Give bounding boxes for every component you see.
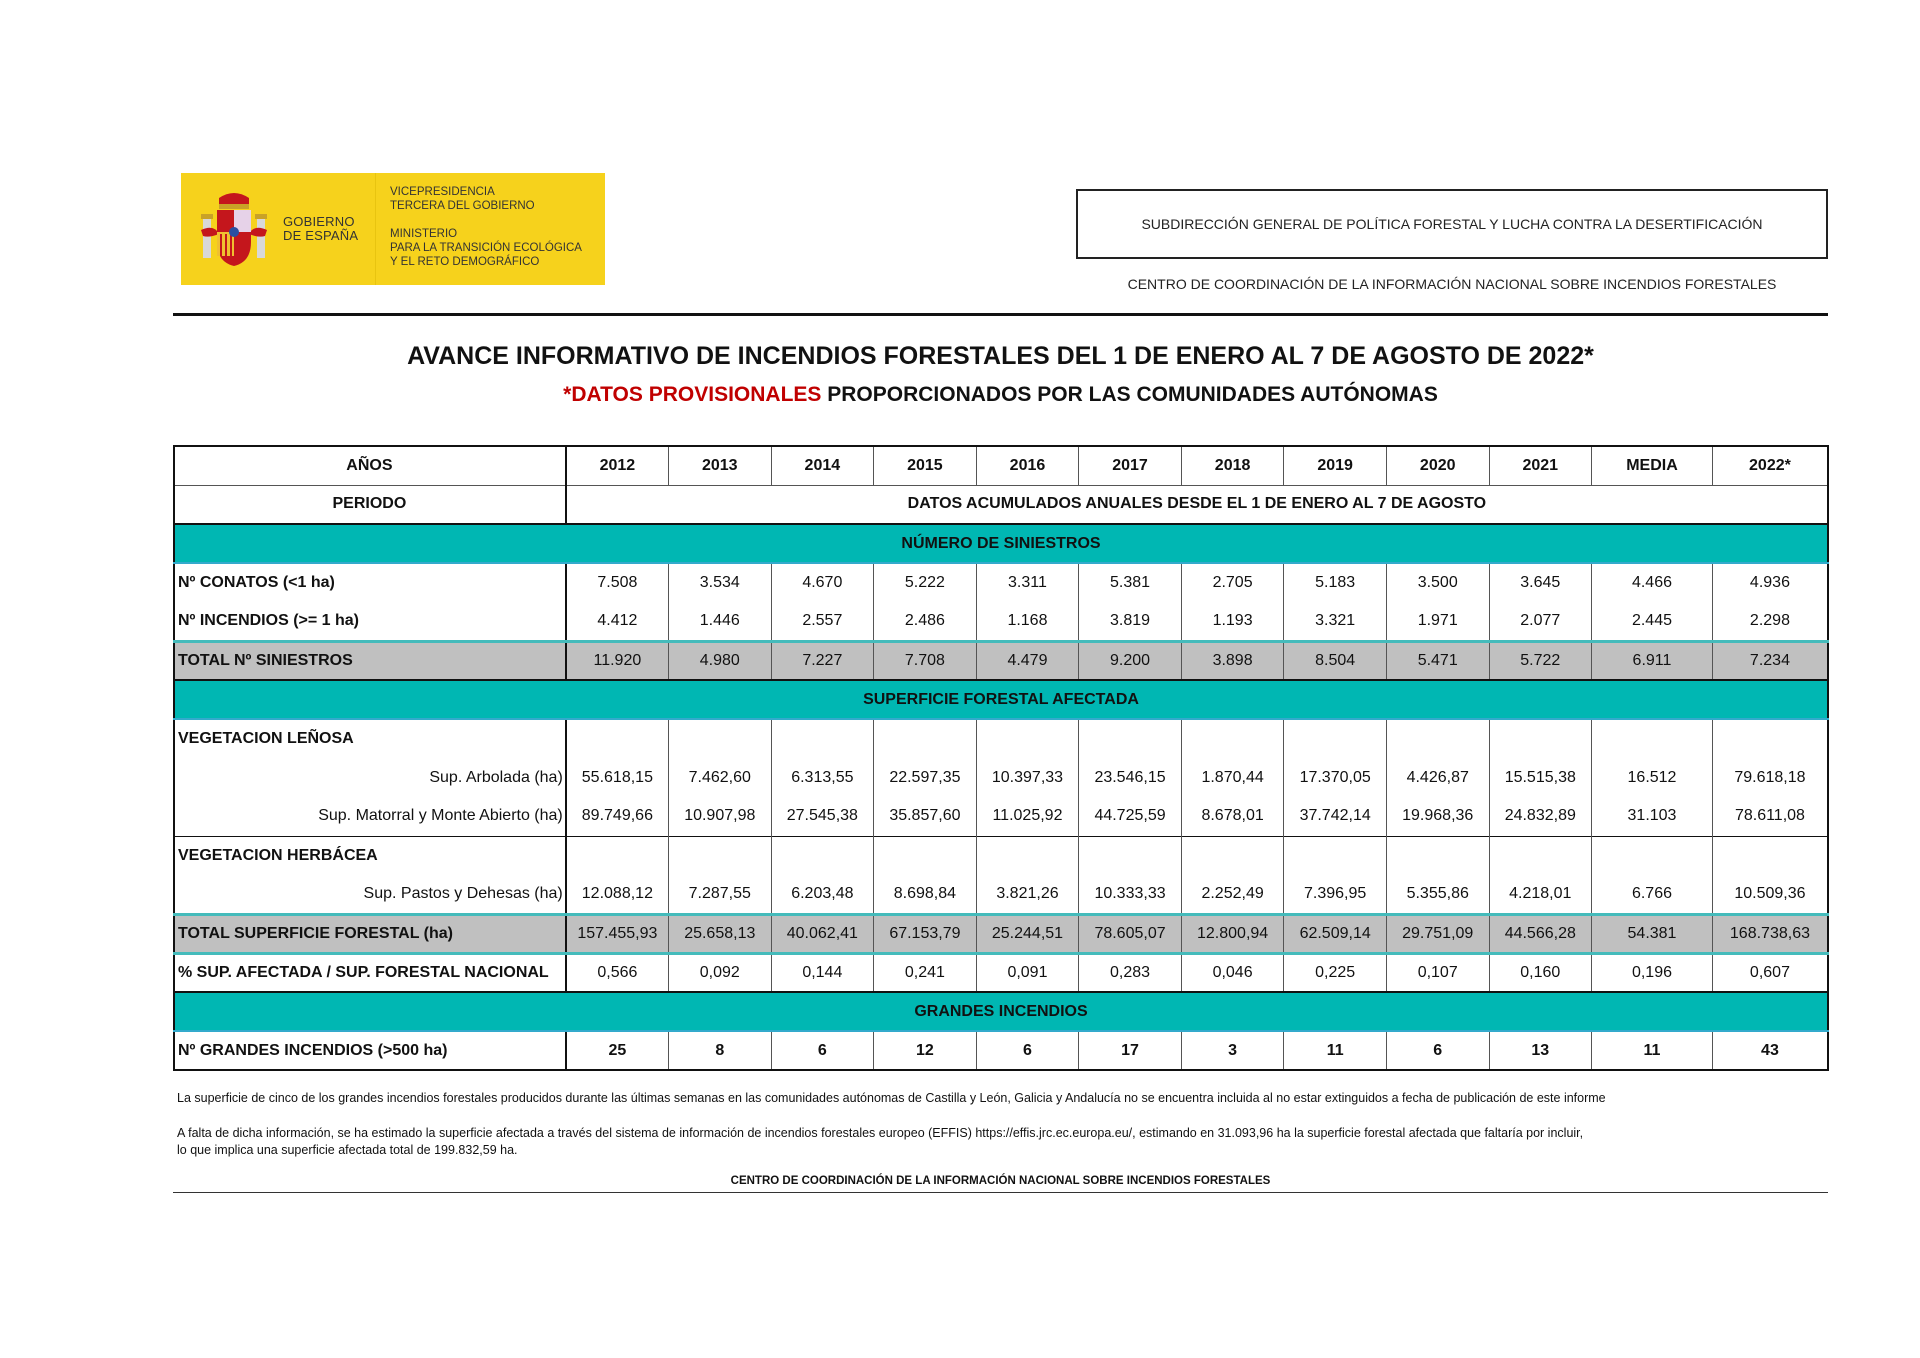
cell: 37.742,14: [1284, 797, 1387, 836]
table-row-conatos: [174, 563, 1828, 602]
cell: 25: [566, 1031, 669, 1070]
subdireccion-box: [1076, 189, 1828, 259]
cell: 89.749,66: [566, 797, 669, 836]
cell: 7.287,55: [669, 875, 772, 914]
cell: 5.381: [1079, 563, 1182, 602]
provisional-label: *DATOS PROVISIONALES: [563, 383, 822, 406]
cell: 8.678,01: [1181, 797, 1284, 836]
cell: 11: [1592, 1031, 1713, 1070]
cell: 44.725,59: [1079, 797, 1182, 836]
cell: 3.321: [1284, 602, 1387, 641]
column-header: 2016: [976, 446, 1079, 485]
cell: 3.898: [1181, 641, 1284, 680]
header-row: [174, 446, 1828, 485]
cell: 9.200: [1079, 641, 1182, 680]
column-header: MEDIA: [1592, 446, 1713, 485]
table-row-veg-lenosa: [174, 719, 1828, 758]
cell: 4.670: [771, 563, 874, 602]
cell: 0,196: [1592, 953, 1713, 992]
table-row-incendios: [174, 602, 1828, 641]
cell: 0,091: [976, 953, 1079, 992]
footnote-1: La superficie de cinco de los grandes incendios forestales producidos durante las últimas semanas en las comunidades autónomas de Castilla y León, Galicia y Andalucía no se encuentra incluida al no estar extinguidos a fecha de publicación de este informe: [177, 1091, 1606, 1105]
cell: 67.153,79: [874, 914, 977, 953]
gobierno-line1: GOBIERNO: [283, 214, 355, 229]
table-row-grandes: [174, 1031, 1828, 1070]
cell: 2.077: [1489, 602, 1592, 641]
cell: 17.370,05: [1284, 758, 1387, 797]
cell: 1.870,44: [1181, 758, 1284, 797]
footnote-2-line1: A falta de dicha información, se ha estimado la superficie afectada a través del sistema de información de incendios forestales europeo (EFFIS) https://effis.jrc.ec.europa.eu/, estimando en 31.093,96 ha la superficie forestal afectada que faltaría por incluir,: [177, 1126, 1584, 1140]
cell: 4.426,87: [1386, 758, 1489, 797]
periodo-row: [174, 485, 1828, 524]
cell: 12: [874, 1031, 977, 1070]
cell: 6.911: [1592, 641, 1713, 680]
column-header: 2020: [1386, 446, 1489, 485]
cell: 25.244,51: [976, 914, 1079, 953]
cell: 17: [1079, 1031, 1182, 1070]
table-row-matorral: [174, 797, 1828, 836]
periodo-value: DATOS ACUMULADOS ANUALES DESDE EL 1 DE ENERO AL 7 DE AGOSTO: [566, 485, 1828, 524]
row-label: Sup. Arbolada (ha): [174, 758, 566, 797]
page-subtitle: [173, 383, 1828, 407]
cell: 79.618,18: [1712, 758, 1828, 797]
vicepresidencia-line2: TERCERA DEL GOBIERNO: [390, 200, 535, 212]
cell: 25.658,13: [669, 914, 772, 953]
cell: 8.504: [1284, 641, 1387, 680]
footer-divider: [173, 1192, 1828, 1193]
table-row-porcentaje: [174, 953, 1828, 992]
cell: 2.445: [1592, 602, 1713, 641]
cell: 10.509,36: [1712, 875, 1828, 914]
page-title: AVANCE INFORMATIVO DE INCENDIOS FORESTALES DEL 1 DE ENERO AL 7 DE AGOSTO DE 2022*: [407, 342, 1594, 370]
periodo-label: PERIODO: [174, 485, 566, 524]
cell: 35.857,60: [874, 797, 977, 836]
cell: 0,144: [771, 953, 874, 992]
table-row-total-superficie: [174, 914, 1828, 953]
cell: 11.025,92: [976, 797, 1079, 836]
header-divider: [173, 313, 1828, 316]
cell: 78.605,07: [1079, 914, 1182, 953]
cell: 11.920: [566, 641, 669, 680]
cell: 0,607: [1712, 953, 1828, 992]
gobierno-line2: DE ESPAÑA: [283, 228, 359, 243]
cell: 4.479: [976, 641, 1079, 680]
cell: 23.546,15: [1079, 758, 1182, 797]
cell: 7.396,95: [1284, 875, 1387, 914]
header-label: AÑOS: [174, 446, 566, 485]
cell: 3: [1181, 1031, 1284, 1070]
cell: 7.708: [874, 641, 977, 680]
cell: 13: [1489, 1031, 1592, 1070]
cell: 5.471: [1386, 641, 1489, 680]
group-label: VEGETACION LEÑOSA: [174, 719, 566, 758]
cell: 19.968,36: [1386, 797, 1489, 836]
cell: 43: [1712, 1031, 1828, 1070]
ministerio-line3: Y EL RETO DEMOGRÁFICO: [390, 256, 540, 268]
ministerio-line1: MINISTERIO: [390, 228, 458, 240]
cell: 0,046: [1181, 953, 1284, 992]
cell: 4.980: [669, 641, 772, 680]
cell: 55.618,15: [566, 758, 669, 797]
cell: 16.512: [1592, 758, 1713, 797]
cell: 12.800,94: [1181, 914, 1284, 953]
cell: 5.722: [1489, 641, 1592, 680]
gobierno-espana-logo: [181, 173, 605, 285]
cell: 6: [1386, 1031, 1489, 1070]
group-label: VEGETACION HERBÁCEA: [174, 836, 566, 875]
cell: 44.566,28: [1489, 914, 1592, 953]
row-label: Nº GRANDES INCENDIOS (>500 ha): [174, 1031, 566, 1070]
cell: 6.203,48: [771, 875, 874, 914]
row-label: Sup. Matorral y Monte Abierto (ha): [174, 797, 566, 836]
cell: 3.311: [976, 563, 1079, 602]
cell: 2.486: [874, 602, 977, 641]
cell: 0,225: [1284, 953, 1387, 992]
cell: 0,092: [669, 953, 772, 992]
cell: 6: [976, 1031, 1079, 1070]
cell: 4.466: [1592, 563, 1713, 602]
cell: 40.062,41: [771, 914, 874, 953]
centro-header-text: CENTRO DE COORDINACIÓN DE LA INFORMACIÓN NACIONAL SOBRE INCENDIOS FORESTALES: [1127, 276, 1777, 292]
row-label: TOTAL SUPERFICIE FORESTAL (ha): [174, 914, 566, 953]
cell: 6: [771, 1031, 874, 1070]
section-band: [174, 992, 1828, 1031]
cell: 0,283: [1079, 953, 1182, 992]
cell: 10.397,33: [976, 758, 1079, 797]
ministerio-line2: PARA LA TRANSICIÓN ECOLÓGICA: [390, 242, 582, 254]
cell: 1.446: [669, 602, 772, 641]
wildfire-data-table: [173, 445, 1829, 1071]
cell: 29.751,09: [1386, 914, 1489, 953]
subtitle-rest: PROPORCIONADOS POR LAS COMUNIDADES AUTÓNOMAS: [821, 383, 1438, 406]
cell: 8.698,84: [874, 875, 977, 914]
cell: 5.355,86: [1386, 875, 1489, 914]
cell: 2.557: [771, 602, 874, 641]
row-label: Nº INCENDIOS (>= 1 ha): [174, 602, 566, 641]
cell: 11: [1284, 1031, 1387, 1070]
column-header: 2019: [1284, 446, 1387, 485]
cell: 3.534: [669, 563, 772, 602]
column-header: 2012: [566, 446, 669, 485]
section-band: [174, 524, 1828, 563]
cell: 5.222: [874, 563, 977, 602]
row-label: Nº CONATOS (<1 ha): [174, 563, 566, 602]
cell: 12.088,12: [566, 875, 669, 914]
cell: 6.313,55: [771, 758, 874, 797]
cell: 0,107: [1386, 953, 1489, 992]
cell: 0,566: [566, 953, 669, 992]
cell: 3.645: [1489, 563, 1592, 602]
cell: 78.611,08: [1712, 797, 1828, 836]
section-numero-siniestros: NÚMERO DE SINIESTROS: [174, 524, 1828, 563]
cell: 22.597,35: [874, 758, 977, 797]
cell: 7.462,60: [669, 758, 772, 797]
cell: 7.508: [566, 563, 669, 602]
cell: 7.234: [1712, 641, 1828, 680]
column-header: 2013: [669, 446, 772, 485]
section-band: [174, 680, 1828, 719]
cell: 6.766: [1592, 875, 1713, 914]
column-header: 2014: [771, 446, 874, 485]
cell: 2.298: [1712, 602, 1828, 641]
vicepresidencia-line1: VICEPRESIDENCIA: [390, 186, 495, 198]
table-row-total-siniestros: [174, 641, 1828, 680]
cell: 1.193: [1181, 602, 1284, 641]
table-row-pastos: [174, 875, 1828, 914]
column-header: 2021: [1489, 446, 1592, 485]
column-header: 2015: [874, 446, 977, 485]
cell: 62.509,14: [1284, 914, 1387, 953]
cell: 0,241: [874, 953, 977, 992]
row-label: TOTAL Nº SINIESTROS: [174, 641, 566, 680]
table-row-veg-herbacea: [174, 836, 1828, 875]
cell: 1.168: [976, 602, 1079, 641]
cell: 24.832,89: [1489, 797, 1592, 836]
ministerio-label: [376, 173, 582, 285]
cell: 1.971: [1386, 602, 1489, 641]
cell: 31.103: [1592, 797, 1713, 836]
cell: 4.412: [566, 602, 669, 641]
subdireccion-text: SUBDIRECCIÓN GENERAL DE POLÍTICA FORESTAL Y LUCHA CONTRA LA DESERTIFICACIÓN: [1141, 216, 1763, 232]
cell: 27.545,38: [771, 797, 874, 836]
row-label: Sup. Pastos y Dehesas (ha): [174, 875, 566, 914]
gobierno-label: [283, 215, 358, 243]
table-row-arbolada: [174, 758, 1828, 797]
column-header: 2022*: [1712, 446, 1828, 485]
cell: 3.821,26: [976, 875, 1079, 914]
cell: 15.515,38: [1489, 758, 1592, 797]
row-label: % SUP. AFECTADA / SUP. FORESTAL NACIONAL: [174, 953, 566, 992]
cell: 54.381: [1592, 914, 1713, 953]
cell: 8: [669, 1031, 772, 1070]
cell: 0,160: [1489, 953, 1592, 992]
cell: 4.936: [1712, 563, 1828, 602]
footnote-2-line2: lo que implica una superficie afectada total de 199.832,59 ha.: [177, 1143, 518, 1157]
column-header: 2018: [1181, 446, 1284, 485]
cell: 2.252,49: [1181, 875, 1284, 914]
cell: 5.183: [1284, 563, 1387, 602]
section-grandes-incendios: GRANDES INCENDIOS: [174, 992, 1828, 1031]
cell: 3.819: [1079, 602, 1182, 641]
column-header: 2017: [1079, 446, 1182, 485]
footnote-2: [177, 1125, 1583, 1159]
cell: 10.333,33: [1079, 875, 1182, 914]
cell: 168.738,63: [1712, 914, 1828, 953]
footer-centro-text: CENTRO DE COORDINACIÓN DE LA INFORMACIÓN NACIONAL SOBRE INCENDIOS FORESTALES: [730, 1175, 1271, 1187]
cell: 2.705: [1181, 563, 1284, 602]
cell: 157.455,93: [566, 914, 669, 953]
cell: 4.218,01: [1489, 875, 1592, 914]
cell: 10.907,98: [669, 797, 772, 836]
cell: 3.500: [1386, 563, 1489, 602]
cell: 7.227: [771, 641, 874, 680]
section-superficie-afectada: SUPERFICIE FORESTAL AFECTADA: [174, 680, 1828, 719]
coat-of-arms-icon: [199, 190, 269, 268]
logo-left-panel: [181, 173, 376, 285]
